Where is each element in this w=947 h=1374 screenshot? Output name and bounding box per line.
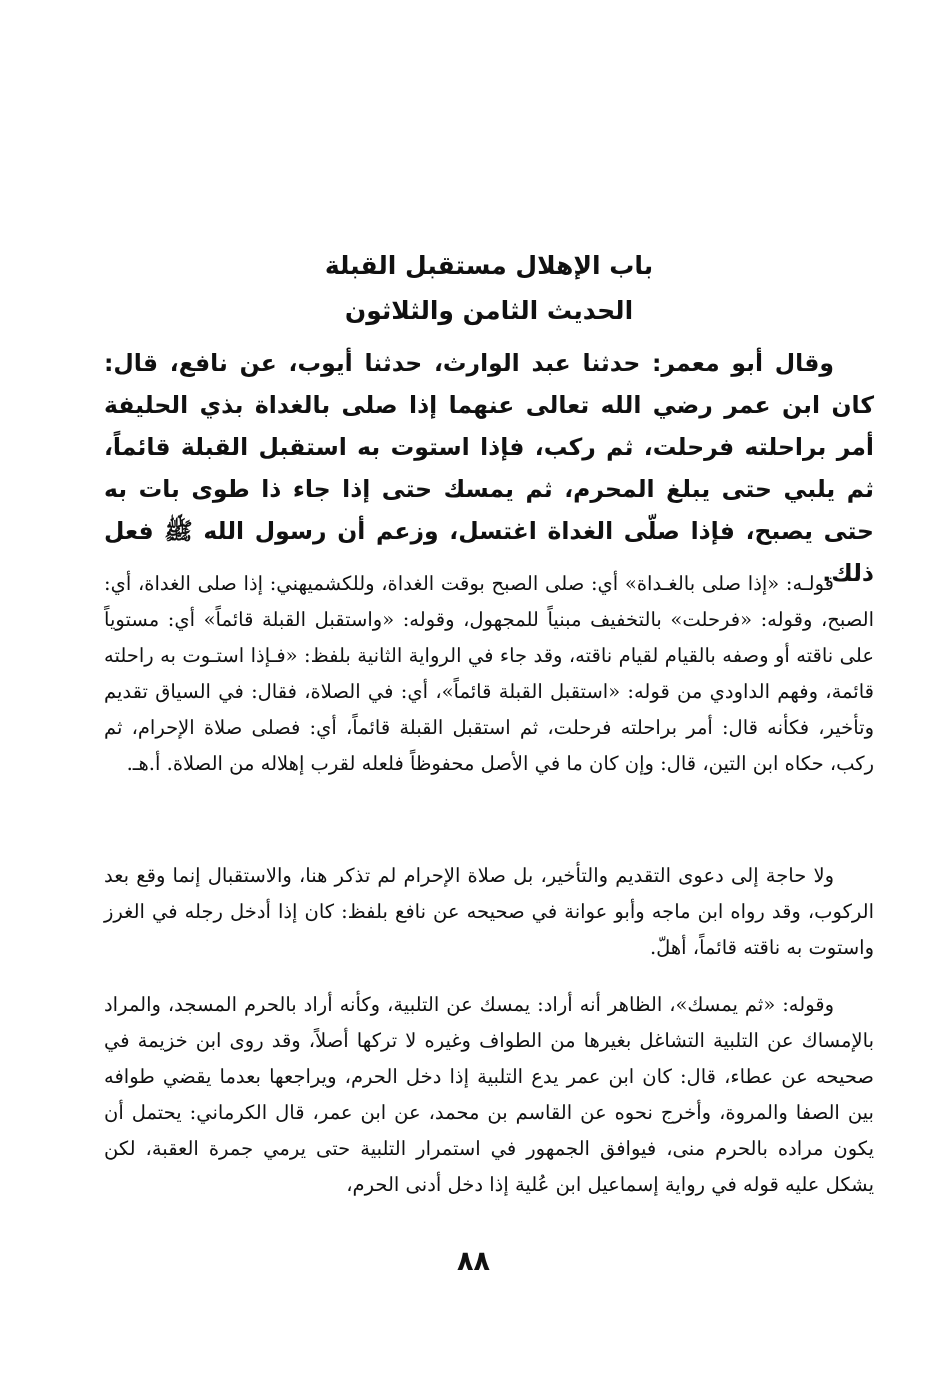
page-number: ٨٨ <box>457 1246 490 1277</box>
commentary-paragraph: ولا حاجة إلى دعوى التقديم والتأخير، بل صلاة الإحرام لم تذكر هنا، والاستقبال إنما وقع بعد الركوب، وقد رواه ابن ماجه وأبو عوانة في صحيحه عن نافع بلفظ: كان إذا أدخل رجله في الغرز واستوت به ناقته قائماً، أهلّ. <box>104 864 874 959</box>
commentary-paragraph: قولـه: «إذا صلى بالغـداة» أي: صلى الصبح بوقت الغداة، وللكشميهني: إذا صلى الغداة، أي: الصبح، وقوله: «فرحلت» بالتخفيف مبنياً للمجهول، وقوله: «واستقبل القبلة قائماً» أي: مستوياً على ناقته أو وصفه بالقيام لقيام ناقته، وقد جاء في الرواية الثانية بلفظ: «فـإذا استـوت به راحلته قائمة، وفهم الداودي من قوله: «استقبل القبلة قائماً»، أي: في الصلاة، فقال: في السياق تقديم وتأخير، فكأنه قال: أمر براحلته فرحلت، ثم استقبل القبلة قائماً، أي: فصلى صلاة الإحرام، ثم ركب، حكاه ابن التين، قال: وإن كان ما في الأصل محفوظاً فلعله لقرب إهلاله من الصلاة. أ.هـ. <box>104 572 874 775</box>
hadith-text: وقال أبو معمر: حدثنا عبد الوارث، حدثنا أيوب، عن نافع، قال: كان ابن عمر رضي الله تعالى عنهما إذا صلى بالغداة بذي الحليفة أمر براحلته فرحلت، ثم ركب، فإذا استوت به استقبل القبلة قائماً، ثم يلبي حتى يبلغ المحرم، ثم يمسك حتى إذا جاء ذا طوى بات به حتى يصبح، فإذا صلّى الغداة اغتسل، وزعم أن رسول الله ﷺ فعل ذلك. <box>104 349 874 587</box>
headings <box>104 243 874 333</box>
hadith-title: الحديث الثامن والثلاثون <box>344 296 634 325</box>
commentary-block-1 <box>104 566 874 782</box>
commentary-block-3 <box>104 987 874 1203</box>
commentary-block-2 <box>104 858 874 966</box>
chapter-title: باب الإهلال مستقبل القبلة <box>324 251 654 280</box>
hadith-text-block <box>104 342 874 594</box>
commentary-paragraph: وقوله: «ثم يمسك»، الظاهر أنه أراد: يمسك عن التلبية، وكأنه أراد بالحرم المسجد، والمراد بالإمساك عن التلبية التشاغل بغيرها من الطواف وغيره لا تركها أصلاً، وقد روى ابن خزيمة في صحيحه عن عطاء، قال: كان ابن عمر يدع التلبية إذا دخل الحرم، ويراجعها بعدما يقضي طوافه بين الصفا والمروة، وأخرج نحوه عن القاسم بن محمد، عن ابن عمر، قال الكرماني: يحتمل أن يكون مراده بالحرم منى، فيوافق الجمهور في استمرار التلبية حتى يرمي جمرة العقبة، لكن يشكل عليه قوله في رواية إسماعيل ابن عُلية إذا دخل أدنى الحرم، <box>104 993 874 1196</box>
